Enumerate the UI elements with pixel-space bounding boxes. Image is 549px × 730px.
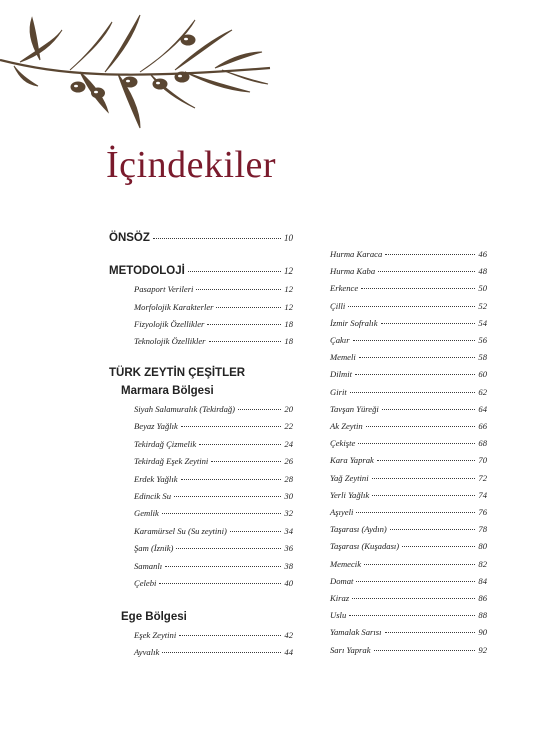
toc-page-number: 42 bbox=[284, 630, 293, 640]
dot-leader bbox=[390, 529, 476, 530]
toc-label: Memeli bbox=[330, 352, 356, 363]
toc-page-number: 22 bbox=[284, 421, 293, 432]
dot-leader bbox=[364, 564, 475, 565]
toc-label: Eşek Zeytini bbox=[134, 630, 177, 640]
toc-entry[interactable] bbox=[330, 576, 487, 586]
toc-page-number: 66 bbox=[478, 421, 487, 431]
toc-entry[interactable] bbox=[134, 491, 293, 501]
toc-entry[interactable] bbox=[134, 319, 293, 329]
toc-label: Yamalak Sarısı bbox=[330, 627, 382, 638]
toc-page-number: 40 bbox=[284, 578, 293, 588]
toc-page-number: 56 bbox=[478, 335, 487, 345]
toc-entry[interactable] bbox=[134, 508, 293, 518]
toc-page-number: 90 bbox=[478, 627, 487, 638]
toc-page-number: 88 bbox=[478, 610, 487, 621]
toc-entry[interactable] bbox=[330, 473, 487, 483]
toc-label: Aşıyeli bbox=[330, 507, 354, 517]
toc-page-number: 18 bbox=[284, 336, 293, 346]
toc-label: Memecik bbox=[330, 558, 362, 569]
dot-leader bbox=[179, 635, 281, 636]
toc-page-number: 46 bbox=[478, 249, 487, 259]
toc-page-number: 12 bbox=[284, 284, 293, 294]
dot-leader bbox=[385, 254, 475, 255]
toc-label: Pasaport Verileri bbox=[134, 284, 194, 294]
toc-page-number: 76 bbox=[478, 507, 487, 517]
toc-page-number: 28 bbox=[284, 473, 293, 484]
toc-entry[interactable] bbox=[134, 404, 293, 414]
toc-label: Çakır bbox=[330, 335, 350, 345]
toc-page-number: 18 bbox=[284, 319, 293, 329]
toc-page-number: 54 bbox=[478, 317, 487, 328]
dot-leader bbox=[352, 598, 475, 599]
toc-entry[interactable] bbox=[134, 439, 293, 449]
toc-entry[interactable] bbox=[330, 541, 487, 551]
toc-label: Erkence bbox=[330, 283, 359, 294]
toc-page-number: 78 bbox=[478, 524, 487, 535]
toc-entry[interactable] bbox=[330, 627, 487, 637]
dot-leader bbox=[377, 460, 476, 461]
toc-entry[interactable] bbox=[330, 301, 487, 311]
toc-entry[interactable] bbox=[330, 318, 487, 328]
toc-label: Kiraz bbox=[330, 593, 350, 603]
toc-label: Girit bbox=[330, 386, 347, 397]
toc-entry[interactable] bbox=[330, 352, 487, 362]
toc-page-number: 52 bbox=[478, 300, 487, 311]
toc-page-number: 24 bbox=[284, 438, 293, 449]
toc-label: Samanlı bbox=[134, 560, 163, 571]
toc-label: Siyah Salamuralık (Tekirdağ) bbox=[134, 404, 236, 414]
dot-leader bbox=[350, 392, 476, 393]
toc-page-number: 48 bbox=[478, 266, 487, 277]
toc-entry[interactable] bbox=[134, 526, 293, 536]
toc-entry[interactable] bbox=[330, 559, 487, 569]
toc-label: Beyaz Yağlık bbox=[134, 421, 178, 432]
toc-label: Çekişte bbox=[330, 438, 356, 449]
toc-entry[interactable] bbox=[330, 610, 487, 620]
dot-leader bbox=[216, 307, 281, 308]
toc-label: Uslu bbox=[330, 610, 347, 621]
toc-label: Fizyolojik Özellikler bbox=[134, 319, 205, 329]
dot-leader bbox=[199, 444, 281, 445]
dot-leader bbox=[349, 615, 475, 616]
dot-leader bbox=[188, 271, 281, 272]
toc-label: İzmir Sofralık bbox=[330, 317, 378, 328]
toc-entry[interactable] bbox=[134, 630, 293, 640]
toc-page-number: 62 bbox=[478, 386, 487, 397]
toc-page-number: 10 bbox=[284, 233, 293, 243]
dot-leader bbox=[353, 340, 476, 341]
toc-label: Domat bbox=[330, 575, 354, 586]
dot-leader bbox=[162, 513, 282, 514]
toc-page-number: 92 bbox=[478, 644, 487, 655]
toc-label: Çelebi bbox=[134, 578, 157, 588]
toc-label: Dilmit bbox=[330, 369, 352, 380]
region-heading-marmara: Marmara Bölgesi bbox=[121, 385, 214, 397]
toc-page-number: 50 bbox=[478, 283, 487, 294]
toc-entry[interactable] bbox=[330, 490, 487, 500]
toc-label: Yerli Yağlık bbox=[330, 489, 370, 500]
toc-page-number: 72 bbox=[478, 472, 487, 483]
olive-branch-icon bbox=[0, 0, 280, 140]
toc-entry[interactable] bbox=[134, 647, 293, 657]
toc-label: Teknolojik Özellikler bbox=[134, 336, 206, 346]
dot-leader bbox=[372, 495, 475, 496]
dot-leader bbox=[238, 409, 281, 410]
toc-page-number: 60 bbox=[478, 369, 487, 380]
dot-leader bbox=[207, 324, 281, 325]
toc-label: Karamürsel Su (Su zeytini) bbox=[134, 525, 227, 536]
toc-page-number: 68 bbox=[478, 438, 487, 449]
toc-entry[interactable] bbox=[330, 335, 487, 345]
toc-entry[interactable] bbox=[330, 421, 487, 431]
toc-label: Morfolojik Karakterler bbox=[134, 302, 214, 312]
toc-entry[interactable] bbox=[330, 455, 487, 465]
dot-leader bbox=[165, 566, 281, 567]
dot-leader bbox=[174, 496, 281, 497]
toc-entry[interactable] bbox=[330, 249, 487, 259]
toc-label: Taşarası (Kuşadası) bbox=[330, 541, 400, 552]
toc-entry[interactable] bbox=[134, 578, 293, 588]
toc-page-number: 80 bbox=[478, 541, 487, 552]
dot-leader bbox=[381, 323, 476, 324]
toc-label: Hurma Kaba bbox=[330, 266, 376, 277]
toc-label: Edincik Su bbox=[134, 491, 171, 501]
toc-entry[interactable] bbox=[330, 438, 487, 448]
toc-entry[interactable] bbox=[134, 543, 293, 553]
dot-leader bbox=[209, 341, 282, 342]
toc-label: Tekirdağ Eşek Zeytini bbox=[134, 456, 209, 467]
toc-label: Ayvalık bbox=[134, 647, 160, 658]
toc-label: Tavşan Yüreği bbox=[330, 403, 379, 414]
dot-leader bbox=[181, 479, 282, 480]
toc-label: METODOLOJİ bbox=[109, 265, 185, 277]
toc-entry[interactable] bbox=[330, 524, 487, 534]
toc-entry[interactable] bbox=[134, 421, 293, 431]
toc-page-number: 32 bbox=[284, 508, 293, 519]
toc-label: Erdek Yağlık bbox=[134, 473, 178, 484]
toc-page-number: 82 bbox=[478, 558, 487, 569]
toc-entry[interactable] bbox=[134, 336, 293, 346]
dot-leader bbox=[374, 650, 476, 651]
toc-page-number: 58 bbox=[478, 352, 487, 363]
dot-leader bbox=[366, 426, 476, 427]
toc-page-number: 86 bbox=[478, 593, 487, 603]
toc-entry[interactable] bbox=[134, 456, 293, 466]
toc-entry-onsoz[interactable] bbox=[109, 232, 293, 244]
toc-page-number: 84 bbox=[478, 575, 487, 586]
toc-page-number: 70 bbox=[478, 455, 487, 466]
dot-leader bbox=[181, 426, 282, 427]
toc-entry[interactable] bbox=[330, 593, 487, 603]
dot-leader bbox=[348, 306, 475, 307]
dot-leader bbox=[372, 478, 476, 479]
region-heading-ege: Ege Bölgesi bbox=[121, 611, 187, 623]
dot-leader bbox=[356, 512, 475, 513]
toc-entry[interactable] bbox=[134, 302, 293, 312]
toc-page-number: 36 bbox=[284, 543, 293, 554]
dot-leader bbox=[378, 271, 475, 272]
dot-leader bbox=[385, 632, 476, 633]
toc-page-number: 30 bbox=[284, 491, 293, 501]
dot-leader bbox=[402, 546, 475, 547]
toc-page-number: 38 bbox=[284, 560, 293, 571]
dot-leader bbox=[355, 374, 475, 375]
toc-label: ÖNSÖZ bbox=[109, 232, 150, 244]
toc-entry[interactable] bbox=[330, 283, 487, 293]
toc-label: Şam (İznik) bbox=[134, 543, 174, 554]
toc-label: Hurma Karaca bbox=[330, 249, 383, 259]
toc-label: Kara Yaprak bbox=[330, 455, 374, 466]
toc-entry[interactable] bbox=[330, 404, 487, 414]
toc-page-number: 12 bbox=[284, 302, 293, 312]
toc-entry-metodoloji[interactable] bbox=[109, 265, 293, 277]
dot-leader bbox=[196, 289, 281, 290]
toc-entry[interactable] bbox=[330, 507, 487, 517]
toc-page-number: 12 bbox=[284, 266, 293, 276]
dot-leader bbox=[162, 652, 281, 653]
toc-entry[interactable] bbox=[330, 387, 487, 397]
toc-entry[interactable] bbox=[134, 561, 293, 571]
toc-page-number: 20 bbox=[284, 404, 293, 414]
toc-entry[interactable] bbox=[330, 266, 487, 276]
toc-entry[interactable] bbox=[330, 645, 487, 655]
toc-label: Taşarası (Aydın) bbox=[330, 524, 387, 535]
toc-page-number: 74 bbox=[478, 489, 487, 500]
toc-label: Yağ Zeytini bbox=[330, 472, 369, 483]
dot-leader bbox=[359, 357, 476, 358]
dot-leader bbox=[230, 531, 282, 532]
toc-label: Ak Zeytin bbox=[330, 421, 363, 431]
toc-label: Gemlik bbox=[134, 508, 159, 519]
section-heading-turk-zeytin: TÜRK ZEYTİN ÇEŞİTLER bbox=[109, 367, 246, 379]
page-title: İçindekiler bbox=[106, 144, 277, 186]
dot-leader bbox=[361, 288, 475, 289]
dot-leader bbox=[382, 409, 476, 410]
toc-page-number: 34 bbox=[284, 525, 293, 536]
dot-leader bbox=[358, 443, 475, 444]
dot-leader bbox=[356, 581, 475, 582]
dot-leader bbox=[176, 548, 281, 549]
toc-page-number: 64 bbox=[478, 403, 487, 414]
toc-label: Çilli bbox=[330, 300, 346, 311]
toc-label: Sarı Yaprak bbox=[330, 644, 371, 655]
toc-label: Tekirdağ Çizmelik bbox=[134, 438, 197, 449]
toc-page-number: 26 bbox=[284, 456, 293, 467]
dot-leader bbox=[159, 583, 281, 584]
toc-entry[interactable] bbox=[134, 474, 293, 484]
toc-entry[interactable] bbox=[134, 284, 293, 294]
dot-leader bbox=[211, 461, 281, 462]
dot-leader bbox=[153, 238, 281, 239]
toc-entry[interactable] bbox=[330, 369, 487, 379]
toc-page-number: 44 bbox=[284, 647, 293, 658]
